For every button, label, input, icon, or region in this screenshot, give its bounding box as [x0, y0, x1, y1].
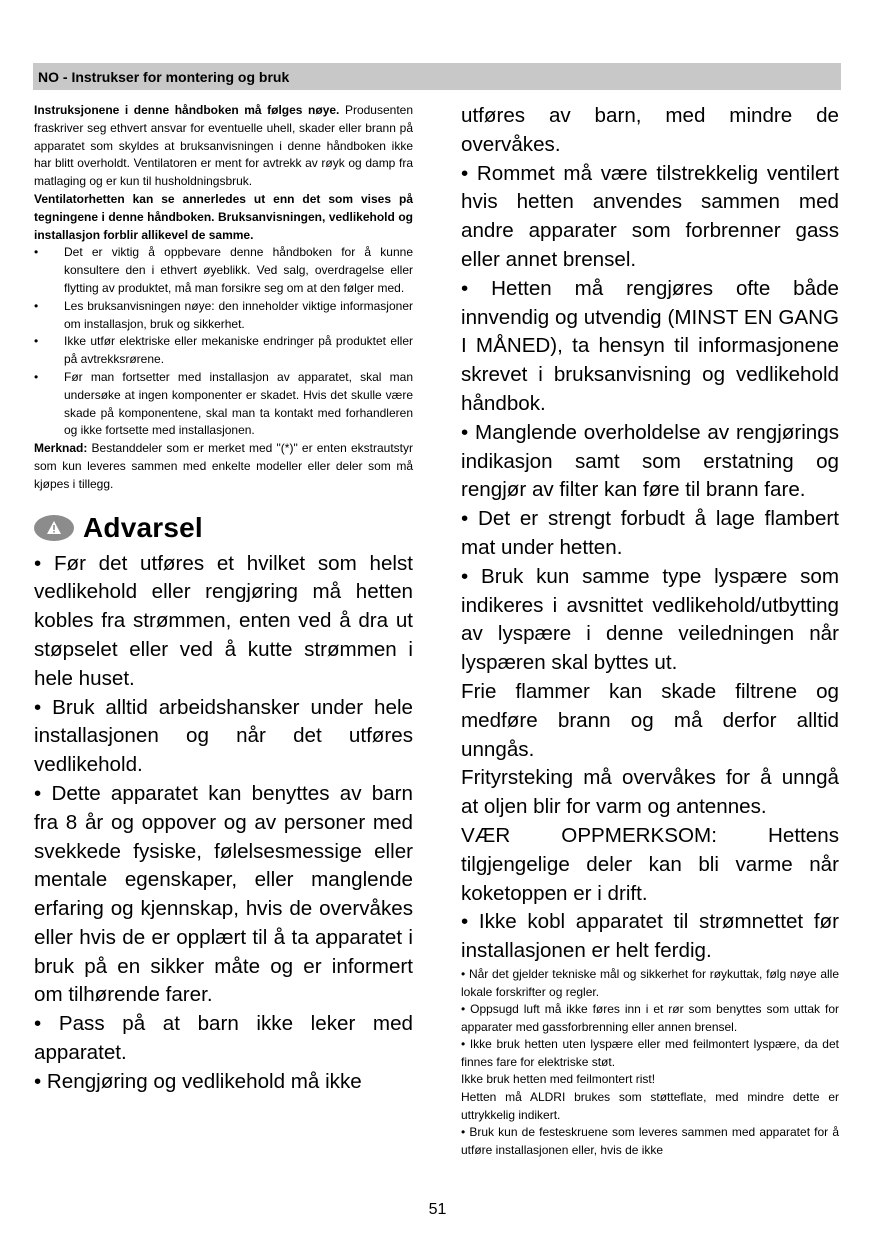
design-note-paragraph: Ventilatorhetten kan se annerledes ut enn det som vises på tegningene i denne håndboken. Bruksanvisningen, vedlikehold og installasjon forblir allikevel de samme.: [34, 191, 413, 242]
safety-paragraph: • Ikke kobl apparatet til strømnettet før installasjonen er helt ferdig.: [461, 910, 839, 963]
safety-paragraph: Frie flammer kan skade filtrene og medføre brann og må derfor alltid unngås.: [461, 679, 839, 761]
warning-triangle-icon: [34, 515, 74, 541]
warning-paragraph: • Dette apparatet kan benyttes av barn fra 8 år og oppover og av personer med svekkede fysiske, følelsesmessige eller mentale egenskaper, eller manglende erfaring og kjennskap, hvis de overvåkes eller hvis de er opplært til å ta apparatet i bruk på en sikker måte og er informert om tilhørende farer.: [34, 781, 413, 1007]
list-item: • Før man fortsetter med installasjon av apparatet, skal man undersøke at ingen komponenter er skadet. Hvis det skulle være skade på komponentene, skal man ta kontakt med forhandleren og ikke fortsette med installasjonen.: [34, 369, 413, 438]
warning-title: Advarsel: [83, 511, 203, 543]
small-paragraph: • Når det gjelder tekniske mål og sikkerhet for røykuttak, følg nøye alle lokale forskrifter og regler.: [461, 966, 839, 999]
list-item: • Les bruksanvisningen nøye: den inneholder viktige informasjoner om installasjon, bruk og sikkerhet.: [34, 298, 413, 331]
note-paragraph: [34, 440, 413, 493]
page-number: 51: [428, 1201, 447, 1218]
safety-paragraph: • Det er strengt forbudt å lage flambert mat under hetten.: [461, 507, 839, 559]
section-header: NO - Instrukser for montering og bruk: [33, 63, 841, 90]
safety-paragraph: VÆR OPPMERKSOM: Hettens tilgjengelige deler kan bli varme når koketoppen er i drift.: [461, 823, 839, 905]
warning-paragraph: • Før det utføres et hvilket som helst vedlikehold eller rengjøring må hetten kobles fra strømmen, enten ved å dra ut støpselet eller ved å kutte strømmen i hele huset.: [34, 551, 413, 690]
small-paragraph: Hetten må ALDRI brukes som støtteflate, med mindre dette er uttrykkelig indikert.: [461, 1090, 839, 1122]
small-paragraph: • Bruk kun de festeskruene som leveres sammen med apparatet for å utføre installasjonen eller, hvis de ikke: [461, 1125, 839, 1157]
left-column: [34, 102, 413, 1097]
note-text: Bestanddeler som er merket med "(*)" er enten ekstrautstyr som kun leveres sammen med enkelte modeller eller deler som må kjøpes i tillegg.: [34, 441, 413, 491]
safety-paragraph: Frityrsteking må overvåkes for å unngå at oljen blir for varm og antennes.: [461, 766, 839, 819]
safety-paragraph: • Manglende overholdelse av rengjørings indikasjon samt som erstatning og rengjør av filter kan føre til brann fare.: [461, 420, 839, 502]
list-item: • Det er viktig å oppbevare denne håndboken for å kunne konsultere den i ethvert øyeblikk. Ved salg, overdragelse eller flytting av produktet, må man forsikre seg om at den følger med.: [34, 245, 413, 295]
intro-text: Produsenten fraskriver seg ethvert ansvar for eventuelle uhell, skader eller brann på apparatet som skyldes at bruksanvisningen i denne håndboken ikke har blitt overholdt. Ventilatoren er ment for avtrekk av røyk og damp fra matlaging og er kun til husholdningsbruk.: [34, 103, 413, 189]
small-paragraph: Ikke bruk hetten med feilmontert rist!: [461, 1072, 656, 1087]
safety-paragraph: • Hetten må rengjøres ofte både innvendig og utvendig (MINST EN GANG I MÅNED), ta hensyn til informasjonene skrevet i bruksanvisning og vedlikehold håndbok.: [461, 276, 839, 415]
small-paragraph: • Oppsugd luft må ikke føres inn i et rør som benyttes som uttak for apparater med gassforbrenning eller annen brensel.: [461, 1002, 839, 1034]
small-paragraph: • Ikke bruk hetten uten lyspære eller med feilmontert lyspære, da det finnes fare for elektriske støt.: [461, 1037, 839, 1069]
safety-paragraph: utføres av barn, med mindre de overvåkes.: [461, 104, 839, 156]
bullet-icon: •: [34, 298, 39, 313]
instruction-bullet-list: [34, 244, 413, 440]
list-item: • Ikke utfør elektriske eller mekaniske endringer på produktet eller på avtrekksrørene.: [34, 334, 413, 367]
intro-bold: Instruksjonene i denne håndboken må følges nøye.: [34, 103, 340, 117]
warning-paragraph: • Pass på at barn ikke leker med apparatet.: [34, 1012, 413, 1065]
warning-paragraph: • Rengjøring og vedlikehold må ikke: [34, 1069, 362, 1093]
warning-paragraph: • Bruk alltid arbeidshansker under hele installasjonen og når det utføres vedlikehold.: [34, 695, 413, 777]
intro-paragraph: [34, 102, 413, 191]
right-column: [461, 102, 839, 1159]
bullet-icon: •: [34, 245, 39, 260]
safety-paragraph: • Rommet må være tilstrekkelig ventilert hvis hetten anvendes sammen med andre apparater som forbrenner gass eller annet brensel.: [461, 161, 839, 271]
bullet-icon: •: [34, 369, 39, 384]
bullet-icon: •: [34, 334, 39, 349]
safety-paragraph: • Bruk kun samme type lyspære som indikeres i avsnittet vedlikehold/utbytting av lyspære i denne veiledningen når lyspæren skal byttes ut.: [461, 564, 839, 675]
note-label: Merknad:: [34, 441, 88, 456]
warning-heading: [34, 508, 413, 548]
